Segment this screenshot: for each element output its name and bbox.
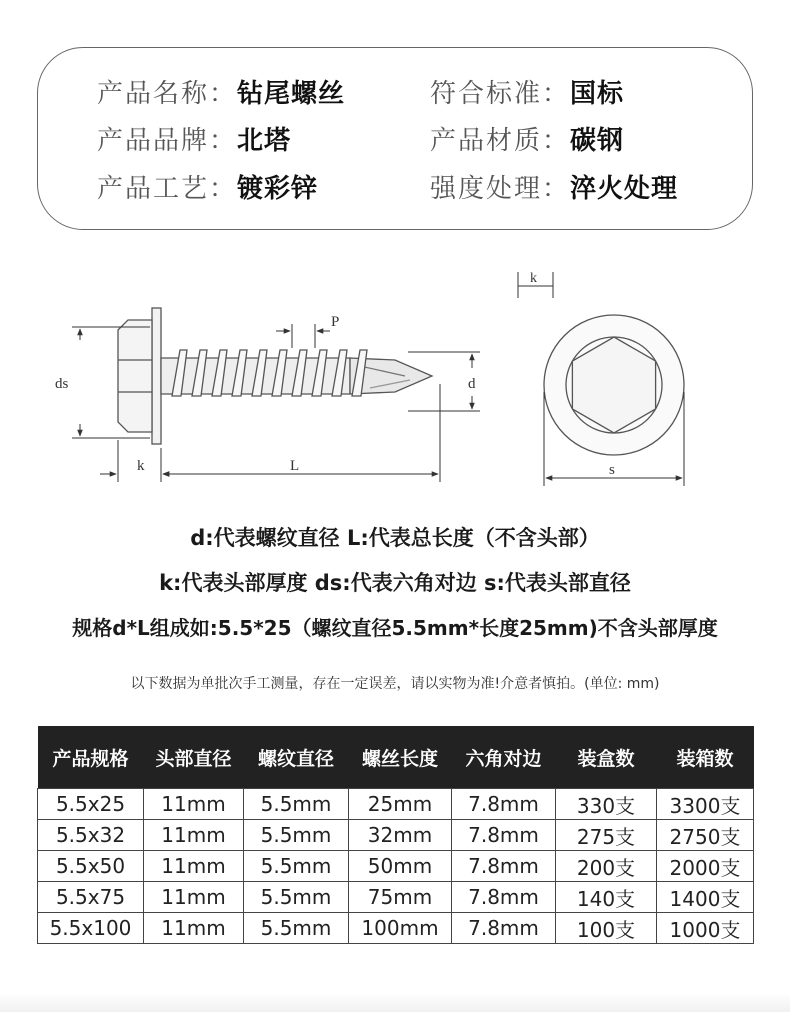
table-cell: 5.5x50 bbox=[38, 851, 144, 882]
table-cell: 100mm bbox=[349, 913, 452, 944]
info-label: 强度处理： bbox=[430, 174, 571, 204]
flange-shape bbox=[152, 308, 161, 444]
info-label: 产品名称： bbox=[97, 79, 238, 109]
legend-line-1: d:代表螺纹直径 L:代表总长度（不含头部） bbox=[190, 526, 600, 550]
info-label: 产品材质： bbox=[430, 126, 571, 156]
table-cell: 11mm bbox=[144, 882, 244, 913]
info-label: 符合标准： bbox=[430, 79, 571, 109]
dimension-l bbox=[163, 384, 440, 482]
table-cell: 7.8mm bbox=[452, 820, 556, 851]
table-cell: 330支 bbox=[556, 789, 657, 820]
table-cell: 5.5x25 bbox=[38, 789, 144, 820]
legend-line-3: 规格d*L组成如:5.5*25（螺纹直径5.5mm*长度25mm)不含头部厚度 bbox=[72, 616, 718, 640]
table-cell: 100支 bbox=[556, 913, 657, 944]
info-item-brand bbox=[97, 124, 291, 158]
info-value: 镀彩锌 bbox=[237, 174, 319, 204]
bottom-fade bbox=[0, 995, 790, 1012]
table-cell: 5.5mm bbox=[244, 851, 349, 882]
table-cell: 11mm bbox=[144, 789, 244, 820]
label-k-top: k bbox=[530, 271, 537, 286]
info-value: 碳钢 bbox=[570, 126, 625, 156]
header-head-diameter: 头部直径 bbox=[144, 726, 244, 789]
table-row bbox=[38, 789, 754, 820]
table-cell: 25mm bbox=[349, 789, 452, 820]
header-box-qty: 装盒数 bbox=[556, 726, 657, 789]
table-cell: 2750支 bbox=[657, 820, 754, 851]
table-cell: 5.5mm bbox=[244, 789, 349, 820]
table-row bbox=[38, 820, 754, 851]
table-cell: 11mm bbox=[144, 820, 244, 851]
table-cell: 32mm bbox=[349, 820, 452, 851]
table-cell: 140支 bbox=[556, 882, 657, 913]
table-cell: 275支 bbox=[556, 820, 657, 851]
label-ds: ds bbox=[55, 376, 69, 392]
label-p: P bbox=[331, 314, 340, 330]
screw-end-view bbox=[544, 315, 684, 455]
info-item-name bbox=[97, 77, 345, 111]
table-cell: 7.8mm bbox=[452, 913, 556, 944]
table-cell: 50mm bbox=[349, 851, 452, 882]
info-value: 国标 bbox=[570, 79, 625, 109]
table-cell: 5.5x32 bbox=[38, 820, 144, 851]
table-cell: 5.5x100 bbox=[38, 913, 144, 944]
measurement-note: 以下数据为单批次手工测量，存在一定误差，请以实物为准!介意者慎拍。(单位: mm) bbox=[130, 676, 660, 692]
table-cell: 200支 bbox=[556, 851, 657, 882]
table-cell: 7.8mm bbox=[452, 851, 556, 882]
hex-head-shape bbox=[118, 320, 152, 432]
label-d: d bbox=[468, 376, 476, 392]
header-screw-length: 螺丝长度 bbox=[349, 726, 452, 789]
table-cell: 5.5mm bbox=[244, 820, 349, 851]
table-cell: 11mm bbox=[144, 913, 244, 944]
table-cell: 1400支 bbox=[657, 882, 754, 913]
header-carton-qty: 装箱数 bbox=[657, 726, 754, 789]
label-l: L bbox=[290, 458, 300, 474]
table-row bbox=[38, 882, 754, 913]
table-cell: 7.8mm bbox=[452, 882, 556, 913]
table-cell: 75mm bbox=[349, 882, 452, 913]
info-label: 产品工艺： bbox=[97, 174, 238, 204]
table-cell: 5.5x75 bbox=[38, 882, 144, 913]
table-cell: 7.8mm bbox=[452, 789, 556, 820]
dimension-p bbox=[276, 324, 330, 348]
table-row bbox=[38, 851, 754, 882]
legend-line-2: k:代表头部厚度 ds:代表六角对边 s:代表头部直径 bbox=[159, 571, 631, 595]
info-value: 淬火处理 bbox=[570, 174, 679, 204]
table-cell: 5.5mm bbox=[244, 882, 349, 913]
screw-dimension-diagram bbox=[0, 262, 790, 492]
table-cell: 5.5mm bbox=[244, 913, 349, 944]
table-cell: 2000支 bbox=[657, 851, 754, 882]
table-cell: 11mm bbox=[144, 851, 244, 882]
header-thread-diameter: 螺纹直径 bbox=[244, 726, 349, 789]
info-item-treatment bbox=[430, 172, 678, 206]
label-k-side: k bbox=[137, 458, 145, 474]
table-cell: 1000支 bbox=[657, 913, 754, 944]
info-item-process bbox=[97, 172, 318, 206]
table-cell: 3300支 bbox=[657, 789, 754, 820]
info-label: 产品品牌： bbox=[97, 126, 238, 156]
info-value: 钻尾螺丝 bbox=[237, 79, 346, 109]
header-spec: 产品规格 bbox=[38, 726, 144, 789]
table-header-row bbox=[38, 726, 754, 789]
label-s: s bbox=[609, 462, 615, 478]
table-row bbox=[38, 913, 754, 944]
info-item-material bbox=[430, 124, 624, 158]
info-value: 北塔 bbox=[237, 126, 292, 156]
info-item-standard bbox=[430, 77, 624, 111]
spec-table bbox=[37, 726, 754, 944]
header-hex-width: 六角对边 bbox=[452, 726, 556, 789]
